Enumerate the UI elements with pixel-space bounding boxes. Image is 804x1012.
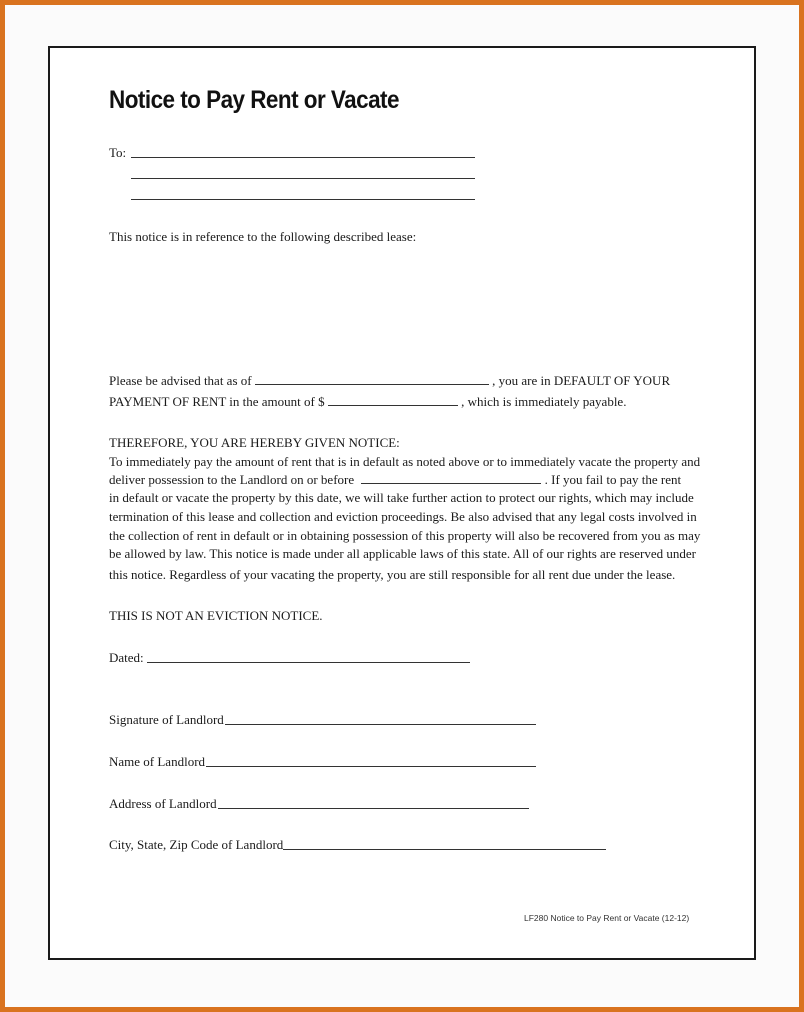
advised-text-a: Please be advised that as of <box>109 373 252 388</box>
body-line-2 <box>109 471 681 489</box>
landlord-city-field[interactable] <box>283 849 606 850</box>
advised-row <box>109 372 670 390</box>
body-line-6: be allowed by law. This notice is made under all applicable laws of this state. All of our rights are reserved under <box>109 546 696 561</box>
body-line-2b: . If you fail to pay the rent <box>544 472 682 487</box>
recipient-line-1[interactable] <box>131 157 475 158</box>
lease-reference-text: This notice is in reference to the following described lease: <box>109 229 417 244</box>
recipient-line-2[interactable] <box>131 178 475 179</box>
signature-label: Signature of Landlord <box>109 712 224 727</box>
default-date-field[interactable] <box>255 372 489 385</box>
landlord-name-field[interactable] <box>206 766 536 767</box>
body-line-3: in default or vacate the property by this date, we will take further action to protect our rights, which may include <box>109 490 694 505</box>
signature-field[interactable] <box>225 724 536 725</box>
to-label: To: <box>109 145 127 160</box>
landlord-city-label: City, State, Zip Code of Landlord <box>109 837 284 852</box>
therefore-heading: THEREFORE, YOU ARE HEREBY GIVEN NOTICE: <box>109 435 400 450</box>
body-line-2a: deliver possession to the Landlord on or before <box>109 472 355 487</box>
payment-text-a: PAYMENT OF RENT in the amount of $ <box>109 394 325 409</box>
advised-text-b: , you are in DEFAULT OF YOUR <box>492 373 671 388</box>
payment-text-b: , which is immediately payable. <box>461 394 627 409</box>
payment-row <box>109 393 626 411</box>
recipient-line-3[interactable] <box>131 199 475 200</box>
dated-label: Dated: <box>109 650 144 665</box>
body-line-1: To immediately pay the amount of rent that is in default as noted above or to immediately vacate the property and <box>109 454 701 469</box>
body-line-4: termination of this lease and collection and eviction proceedings. Be also advised that any legal costs involved in <box>109 509 697 524</box>
possession-date-field[interactable] <box>361 471 541 484</box>
body-line-5: the collection of rent in default or in obtaining possession of this property will also be recovered from you as may <box>109 528 701 543</box>
not-eviction-notice: THIS IS NOT AN EVICTION NOTICE. <box>109 608 323 623</box>
landlord-address-label: Address of Landlord <box>109 796 217 811</box>
dated-field[interactable] <box>147 662 470 663</box>
rent-amount-field[interactable] <box>328 393 458 406</box>
landlord-address-field[interactable] <box>218 808 529 809</box>
form-title: Notice to Pay Rent or Vacate <box>109 86 399 114</box>
form-footer: LF280 Notice to Pay Rent or Vacate (12-12) <box>524 913 690 923</box>
body-line-7: this notice. Regardless of your vacating the property, you are still responsible for all rent due under the lease. <box>109 567 676 582</box>
landlord-name-label: Name of Landlord <box>109 754 206 769</box>
